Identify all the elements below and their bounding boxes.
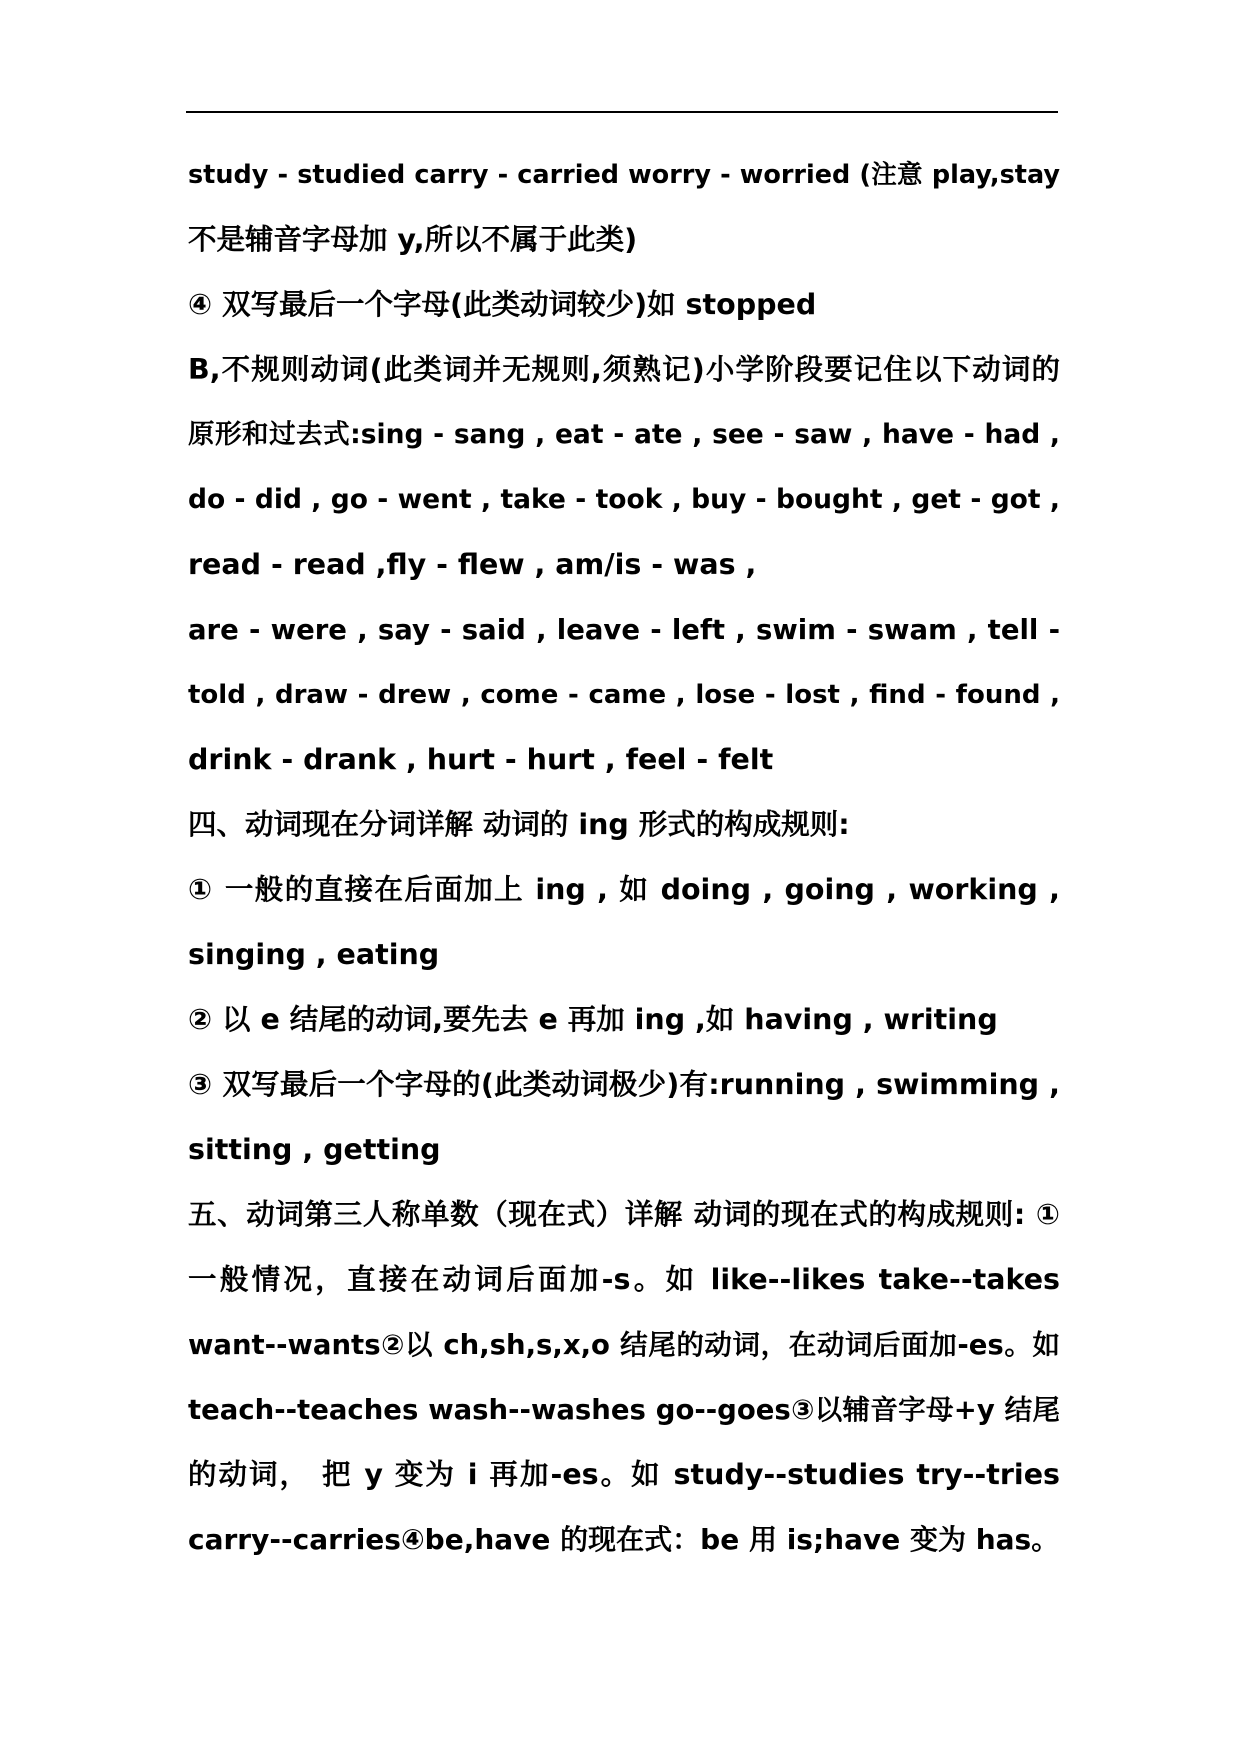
- section-heading-5: 五、动词第三人称单数（现在式）详解 动词的现在式的构成规则: ①: [188, 1198, 1060, 1231]
- text-line: told , draw - drew , come - came , lose - lost , find - found ,: [188, 680, 1060, 710]
- text-line: teach--teaches wash--washes go--goes③以辅音字母+y 结尾: [188, 1394, 1060, 1426]
- text-line: B,不规则动词(此类词并无规则,须熟记)小学阶段要记住以下动词的: [188, 353, 1060, 386]
- text-line: singing , eating: [188, 938, 440, 971]
- text-line: do - did , go - went , take - took , buy - bought , get - got ,: [188, 484, 1060, 515]
- text-line: 原形和过去式:sing - sang , eat - ate , see - saw , have - had ,: [188, 419, 1060, 450]
- text-line: study - studied carry - carried worry - worried (注意 play,stay: [188, 160, 1060, 190]
- text-line: read - read ,fly - flew , am/is - was ,: [188, 548, 757, 581]
- text-line: ② 以 e 结尾的动词,要先去 e 再加 ing ,如 having , writing: [188, 1003, 998, 1036]
- text-line: 不是辅音字母加 y,所以不属于此类): [188, 223, 638, 256]
- document-body: [188, 155, 1060, 1585]
- section-heading-4: 四、动词现在分词详解 动词的 ing 形式的构成规则:: [188, 808, 850, 841]
- text-line: 的动词， 把 y 变为 i 再加-es。如 study--studies try--tries: [188, 1458, 1060, 1491]
- text-line: ④ 双写最后一个字母(此类动词较少)如 stopped: [188, 288, 817, 321]
- text-line: drink - drank , hurt - hurt , feel - felt: [188, 743, 774, 776]
- text-line: are - were , say - said , leave - left , swim - swam , tell -: [188, 614, 1060, 646]
- text-line: ① 一般的直接在后面加上 ing , 如 doing , going , working ,: [188, 873, 1060, 906]
- text-line: ③ 双写最后一个字母的(此类动词极少)有:running , swimming ,: [188, 1068, 1060, 1101]
- text-line: 一般情况，直接在动词后面加-s。如 like--likes take--takes: [188, 1263, 1060, 1296]
- text-line: sitting , getting: [188, 1133, 441, 1166]
- text-line: want--wants②以 ch,sh,s,x,o 结尾的动词，在动词后面加-es。如: [188, 1329, 1060, 1361]
- header-rule: [186, 111, 1058, 113]
- text-line: carry--carries④be,have 的现在式：be 用 is;have 变为 has。: [188, 1523, 1060, 1556]
